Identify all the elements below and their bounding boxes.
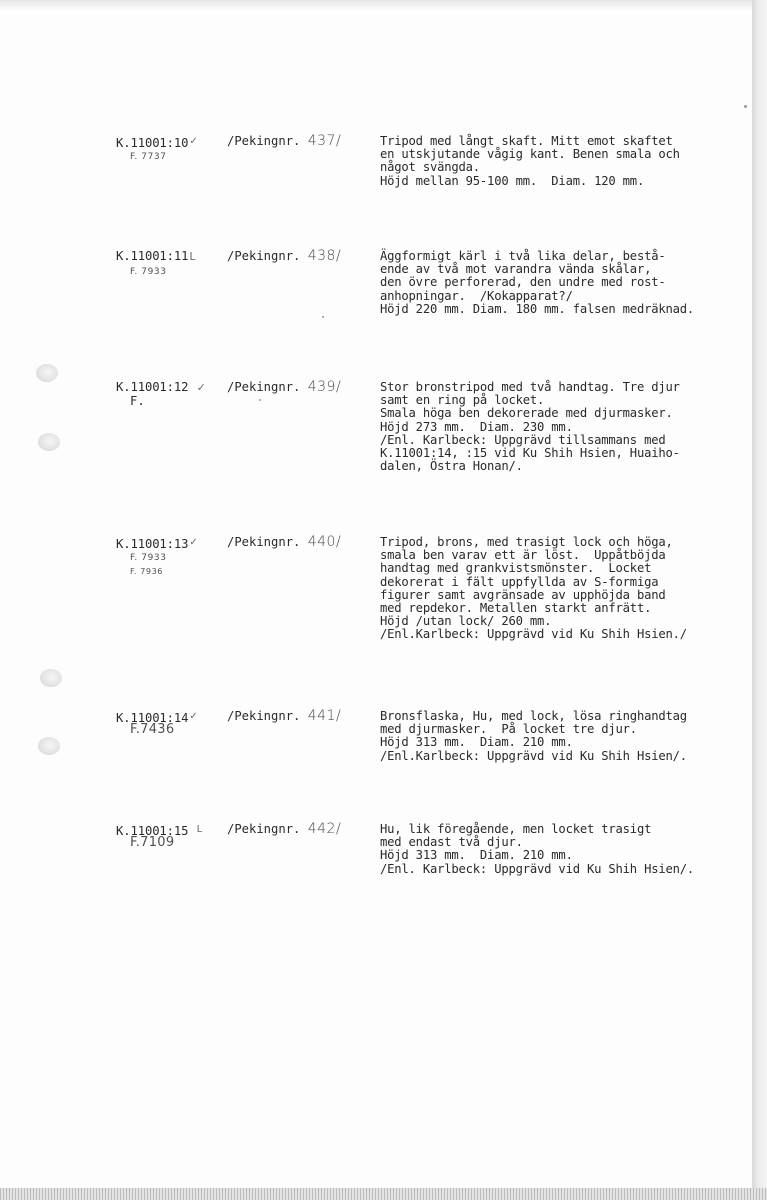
punch-hole-1 xyxy=(36,364,58,382)
ref-code-text: K.11001:14 xyxy=(116,711,189,725)
peking-label: /Pekingnr. xyxy=(227,380,308,394)
description-line: K.11001:14, :15 vid Ku Shih Hsien, Huaiho- xyxy=(380,445,680,460)
description xyxy=(380,135,752,188)
f-number xyxy=(130,723,174,736)
ref-code xyxy=(116,536,198,551)
peking-number xyxy=(227,381,341,394)
description-line: /Enl.Karlbeck: Uppgrävd vid Ku Shih Hsien/. xyxy=(380,748,687,763)
peking-label: /Pekingnr. xyxy=(227,709,308,723)
check-mark: L xyxy=(196,824,203,835)
description-line: smala ben varav ett är löst. Uppåtböjda xyxy=(380,548,666,563)
check-mark: ✓ xyxy=(189,136,198,147)
description-line: Bronsflaska, Hu, med lock, lösa ringhandtag xyxy=(380,709,687,723)
description-line: med djurmasker. På locket tre djur. xyxy=(380,722,637,737)
description-line: /Enl. Karlbeck: Uppgrävd vid Ku Shih Hsien/. xyxy=(380,861,695,876)
ref-code xyxy=(116,381,209,394)
f-number-text: F.7109 xyxy=(130,835,175,850)
description-line: handtag med grankvistsmönster. Locket xyxy=(380,561,652,576)
description-line: Tripod med långt skaft. Mitt emot skaftet xyxy=(380,134,673,148)
peking-number-value: 437/ xyxy=(307,133,342,149)
description xyxy=(380,823,752,876)
description-line: Höjd 313 mm. Diam. 210 mm. xyxy=(380,735,573,750)
description xyxy=(380,536,752,642)
peking-number-value: 438/ xyxy=(307,248,342,264)
ref-code-text: K.11001:10 xyxy=(116,136,189,150)
ref-code-text: K.11001:11 xyxy=(116,249,189,263)
f-number-text: F. 7933 xyxy=(130,267,167,277)
stray-mark xyxy=(322,316,324,318)
punch-hole-2 xyxy=(38,433,60,451)
peking-label: /Pekingnr. xyxy=(227,535,308,549)
description-line: ende av två mot varandra vända skålar, xyxy=(380,262,652,277)
stray-mark xyxy=(744,105,747,108)
description-line: dekorerat i fält uppfyllda av S-formiga xyxy=(380,574,659,589)
description-line: Höjd mellan 95-100 mm. Diam. 120 mm. xyxy=(380,173,645,188)
description-line: Tripod, brons, med trasigt lock och höga, xyxy=(380,535,673,549)
description-line: Höjd 220 mm. Diam. 180 mm. falsen medräknad. xyxy=(380,301,695,316)
description-line: Äggformigt kärl i två lika delar, bestå- xyxy=(380,249,666,263)
peking-number-value: 442/ xyxy=(307,821,342,837)
description-line: med endast två djur. xyxy=(380,835,523,850)
description xyxy=(380,381,752,473)
description-line: något svängda. xyxy=(380,160,480,175)
check-mark: L xyxy=(189,250,196,263)
punch-hole-3 xyxy=(40,669,62,687)
description-line: Smala höga ben dekorerade med djurmasker. xyxy=(380,406,673,421)
description xyxy=(380,710,752,763)
ref-code-text: K.11001:12 xyxy=(116,380,189,394)
peking-label: /Pekingnr. xyxy=(227,249,308,263)
peking-number xyxy=(227,135,341,148)
f-number xyxy=(130,264,167,279)
description-line: den övre perforerad, den undre med rost- xyxy=(380,275,666,290)
description-line: /Enl. Karlbeck: Uppgrävd tillsammans med xyxy=(380,432,666,447)
description-line: anhopningar. /Kokapparat?/ xyxy=(380,288,573,303)
check-mark: ✓ xyxy=(189,711,198,722)
f-number xyxy=(130,836,174,849)
peking-number-value: 439/ xyxy=(307,379,342,395)
check-mark: ✓ xyxy=(189,537,198,548)
description-line: Höjd 273 mm. Diam. 230 mm. xyxy=(380,419,573,434)
peking-number xyxy=(227,823,341,836)
description-line: figurer samt avgränsade av upphöjda band xyxy=(380,587,666,602)
peking-number-value: 440/ xyxy=(307,534,342,550)
peking-label: /Pekingnr. xyxy=(227,822,308,836)
description-line: Höjd /utan lock/ 260 mm. xyxy=(380,614,552,629)
peking-number-value: 441/ xyxy=(307,708,342,724)
peking-number xyxy=(227,710,341,723)
f-number-text: F.7436 xyxy=(130,722,175,737)
punch-hole-4 xyxy=(38,737,60,755)
peking-number xyxy=(227,250,341,263)
description xyxy=(380,250,752,316)
f-number-text: F. xyxy=(130,394,145,408)
peking-label: /Pekingnr. xyxy=(227,134,308,148)
scan-top-edge xyxy=(0,0,767,10)
scan-right-edge xyxy=(752,0,767,1200)
ref-code xyxy=(116,250,198,263)
ref-code-text: K.11001:15 xyxy=(116,824,189,838)
ref-code xyxy=(116,135,198,150)
f-number-text: F. 7933 xyxy=(130,553,167,563)
ref-code-text: K.11001:13 xyxy=(116,537,189,551)
stray-mark xyxy=(259,399,261,401)
description-line: /Enl.Karlbeck: Uppgrävd vid Ku Shih Hsien./ xyxy=(380,627,687,642)
description-line: Höjd 313 mm. Diam. 210 mm. xyxy=(380,848,573,863)
f-number xyxy=(130,395,145,408)
description-line: Stor bronstripod med två handtag. Tre djur xyxy=(380,380,680,394)
f-number-text: F. 7936 xyxy=(130,567,163,576)
description-line: en utskjutande vågig kant. Benen smala och xyxy=(380,147,680,162)
f-number-text: F. 7737 xyxy=(130,152,167,162)
f-number xyxy=(130,149,167,164)
f-number xyxy=(130,550,167,565)
description-line: dalen, Östra Honan/. xyxy=(380,459,523,474)
peking-number xyxy=(227,536,341,549)
description-line: med repdekor. Metallen starkt anfrätt. xyxy=(380,600,652,615)
description-line: Hu, lik föregående, men locket trasigt xyxy=(380,822,652,836)
check-mark: ✓ xyxy=(196,381,206,394)
description-line: samt en ring på locket. xyxy=(380,393,545,408)
f-number xyxy=(130,564,163,578)
scan-bottom-edge xyxy=(0,1188,767,1200)
